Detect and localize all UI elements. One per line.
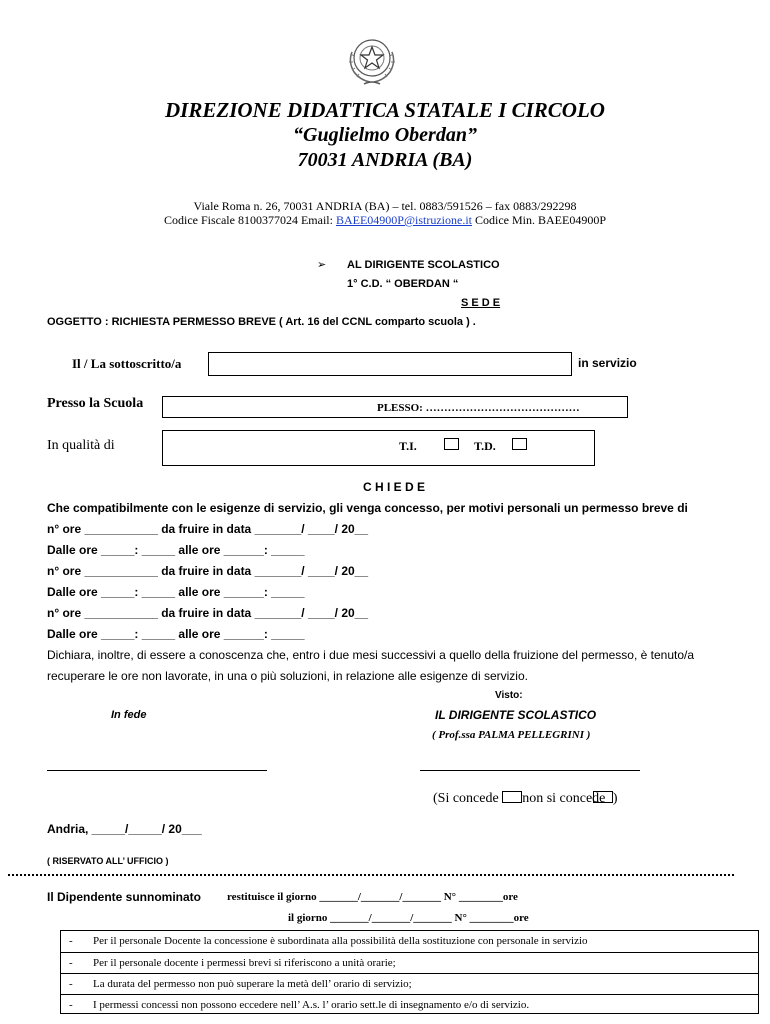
- return-line-1: restituisce il giorno _______/_______/_______ N° ________ore: [227, 891, 518, 903]
- request-heading: C H I E D E: [363, 480, 426, 494]
- td-label: T.D.: [474, 439, 496, 453]
- undersigned-label: Il / La sottoscritto/a: [72, 356, 182, 371]
- note-text: I permessi concessi non possono eccedere nell’ A.s. l’ orario sett.le di insegnamento e/o di servizio.: [93, 999, 530, 1011]
- ti-label: T.I.: [399, 439, 417, 453]
- italian-republic-emblem-icon: [346, 32, 398, 88]
- dotted-separator: [8, 874, 734, 876]
- time-line-3: Dalle ore _____: _____ alle ore ______: _____: [47, 627, 305, 641]
- list-item: [61, 952, 758, 974]
- school-field[interactable]: [162, 396, 628, 418]
- institution-title: DIREZIONE DIDATTICA STATALE I CIRCOLO: [165, 98, 605, 122]
- note-dash: -: [69, 935, 73, 947]
- in-service-label: in servizio: [578, 356, 637, 370]
- institution-city: 70031 ANDRIA (BA): [297, 149, 473, 171]
- principal-title: IL DIRIGENTE SCOLASTICO: [435, 708, 597, 722]
- note-dash: -: [69, 999, 73, 1011]
- declaration-line-1: Dichiara, inoltre, di essere a conoscenza che, entro i due mesi successivi a quello della fruizione del permesso, è tenuto/a: [47, 648, 695, 662]
- time-line-1: Dalle ore _____: _____ alle ore ______: _____: [47, 543, 305, 557]
- note-text: La durata del permesso non può superare la metà dell’ orario di servizio;: [93, 978, 412, 990]
- undersigned-name-field[interactable]: [208, 352, 572, 376]
- office-reserved-label: ( RISERVATO ALL’ UFFICIO ): [47, 856, 169, 866]
- request-intro: Che compatibilmente con le esigenze di servizio, gli venga concesso, per motivi personali un permesso breve di: [47, 501, 688, 515]
- notes-table: [60, 930, 759, 1014]
- fiscal-code-text: Codice Fiscale 8100377024 Email:: [163, 213, 336, 227]
- school-label: Presso la Scuola: [47, 396, 144, 411]
- seen-label: Visto:: [495, 690, 523, 701]
- employee-label: Il Dipendente sunnominato: [47, 890, 202, 904]
- place-date: Andria, _____/_____/ 20___: [47, 822, 202, 836]
- recipient-line3: S E D E: [461, 297, 501, 309]
- role-label: In qualità di: [47, 438, 115, 453]
- grant-decision: [433, 790, 618, 807]
- subject-line: OGGETTO : RICHIESTA PERMESSO BREVE ( Art. 16 del CCNL comparto scuola ) .: [47, 316, 476, 328]
- td-checkbox[interactable]: [512, 438, 527, 450]
- hours-line-1: n° ore ___________ da fruire in data _______/ ____/ 20__: [47, 522, 369, 536]
- deny-checkbox[interactable]: [593, 791, 613, 803]
- applicant-signature-line[interactable]: [47, 770, 267, 771]
- plesso-label: PLESSO: ……………………………………: [377, 402, 580, 414]
- address-line: Viale Roma n. 26, 70031 ANDRIA (BA) – tel. 0883/591526 – fax 0883/292298: [193, 199, 577, 213]
- deny-text: non si concede: [522, 791, 609, 806]
- recipient-line2: 1° C.D. “ OBERDAN “: [347, 278, 459, 290]
- ti-checkbox[interactable]: [444, 438, 459, 450]
- in-fede-label: In fede: [111, 709, 147, 721]
- note-text: Per il personale docente i permessi brevi si riferiscono a unità orarie;: [93, 957, 396, 969]
- recipient-line1: AL DIRIGENTE SCOLASTICO: [347, 259, 500, 271]
- arrow-bullet-icon: ➢: [317, 259, 327, 271]
- hours-line-2: n° ore ___________ da fruire in data _______/ ____/ 20__: [47, 564, 369, 578]
- return-line-2: il giorno _______/_______/_______ N° ________ore: [288, 912, 529, 924]
- principal-signature-line[interactable]: [420, 770, 640, 771]
- note-text: Per il personale Docente la concessione è subordinata alla possibilità della sostituzione con personale in servizio: [93, 935, 588, 947]
- ministerial-code-text: Codice Min. BAEE04900P: [472, 213, 607, 227]
- grant-close-paren: ): [612, 791, 618, 806]
- email-link[interactable]: BAEE04900P@istruzione.it: [335, 213, 473, 227]
- time-line-2: Dalle ore _____: _____ alle ore ______: _____: [47, 585, 305, 599]
- grant-checkbox[interactable]: [502, 791, 522, 803]
- list-item: [61, 973, 758, 995]
- principal-name: ( Prof.ssa PALMA PELLEGRINI ): [432, 729, 591, 741]
- grant-text: (Si concede: [433, 791, 503, 806]
- note-dash: -: [69, 978, 73, 990]
- note-dash: -: [69, 957, 73, 969]
- list-item: [61, 931, 758, 952]
- role-field: [162, 430, 595, 466]
- institution-subtitle: “Guglielmo Oberdan”: [293, 124, 477, 146]
- list-item: [61, 994, 758, 1016]
- fiscal-line: [0, 213, 770, 228]
- declaration-line-2: recuperare le ore non lavorate, in una o più soluzioni, in relazione alle esigenze di servizio.: [47, 669, 528, 683]
- hours-line-3: n° ore ___________ da fruire in data _______/ ____/ 20__: [47, 606, 369, 620]
